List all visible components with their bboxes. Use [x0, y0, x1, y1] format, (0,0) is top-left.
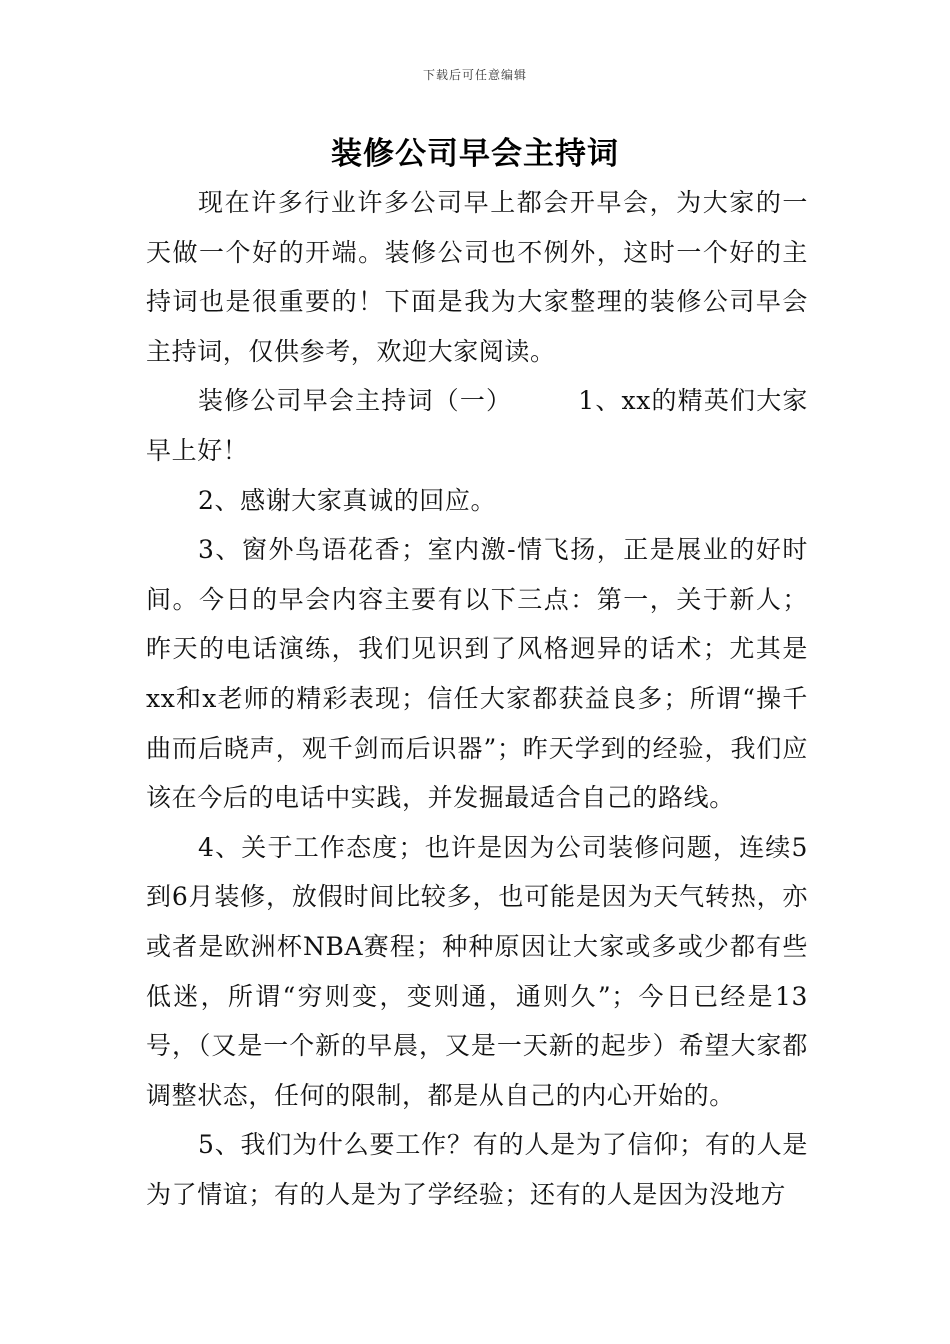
document-body — [146, 178, 808, 1219]
document-title: 装修公司早会主持词 — [331, 136, 619, 172]
header-note: 下载后可任意编辑 — [422, 68, 527, 82]
paragraph-item-5: 5、我们为什么要工作？有的人是为了信仰；有的人是为了情谊；有的人是为了学经验；还有的人是因为没地方 — [146, 1130, 808, 1209]
paragraph-item-4: 4、关于工作态度；也许是因为公司装修问题，连续5到6月装修，放假时间比较多，也可能是因为天气转热，亦或者是欧洲杯NBA赛程；种种原因让大家或多或少都有些低迷，所谓“穷则变，变则通，通则久”；今日已经是13号，（又是一个新的早晨，又是一天新的起步）希望大家都调整状态，任何的限制，都是从自己的内心开始的。 — [146, 832, 808, 1110]
paragraph-item-2: 2、感谢大家真诚的回应。 — [198, 485, 497, 515]
paragraph-item-3: 3、窗外鸟语花香；室内激-情飞扬，正是展业的好时间。今日的早会内容主要有以下三点：第一，关于新人；昨天的电话演练，我们见识到了风格迥异的话术；尤其是xx和x老师的精彩表现；信任大家都获益良多；所谓“操千曲而后晓声，观千剑而后识器”；昨天学到的经验，我们应该在今后的电话中实践，并发掘最适合自己的路线。 — [146, 535, 808, 813]
paragraph-section-heading: 装修公司早会主持词（一） 1、xx的精英们大家早上好！ — [146, 386, 808, 465]
paragraph-intro: 现在许多行业许多公司早上都会开早会，为大家的一天做一个好的开端。装修公司也不例外，这时一个好的主持词也是很重要的！下面是我为大家整理的装修公司早会主持词，仅供参考，欢迎大家阅读。 — [146, 188, 808, 366]
